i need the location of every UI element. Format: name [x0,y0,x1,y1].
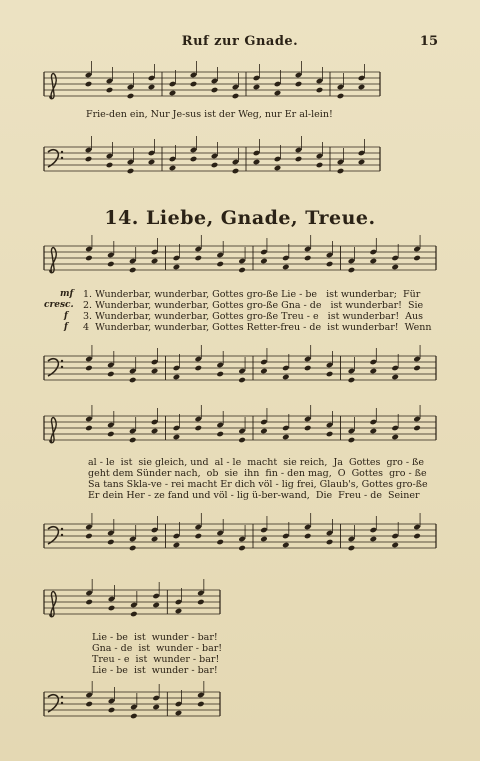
note-head [129,545,137,552]
lyric-line: al - le ist sie gleich, und al - le macht sie reich, Ja Gottes gro - ße [88,457,425,468]
staff-bass-2 [44,356,436,380]
note-head [391,434,399,441]
note-head [211,162,219,169]
note-head [190,156,198,163]
dynamic-mf: mf [60,289,74,299]
clef-dot [61,696,63,698]
note-head [152,602,160,609]
note-head [304,425,312,432]
note-head [348,267,356,274]
staff-treble-2 [44,246,436,270]
note-head [370,536,378,543]
note-head [107,431,115,438]
running-title: Ruf zur Gnade. [181,34,299,49]
note-head [148,159,156,166]
clef-dot [61,151,63,153]
note-head [326,539,334,546]
note-head [413,255,421,262]
note-head [304,533,312,540]
note-head [232,168,240,175]
note-head [106,162,114,169]
note-head [282,542,290,549]
note-head [337,93,345,100]
note-head [130,611,138,618]
note-head [238,377,246,384]
note-head [107,539,115,546]
note-head [127,168,135,175]
note-head [358,159,366,166]
note-head [129,267,137,274]
note-head [326,371,334,378]
note-head [175,710,183,717]
note-head [413,533,421,540]
note-head [173,264,181,271]
note-head [195,533,203,540]
note-head [282,374,290,381]
note-head [85,156,93,163]
staff-bass-4 [44,692,220,716]
note-head [232,93,240,100]
note-head [282,434,290,441]
note-head [173,374,181,381]
note-head [127,93,135,100]
note-head [295,81,303,88]
lyric-line: Gna - de ist wunder - bar! [92,643,223,654]
note-head [151,428,159,435]
lyric-line: Sa tans Skla-ve - rei macht Er dich völ - lig frei, Glaub's, Gottes gro-ße [88,479,428,490]
note-head [151,258,159,265]
staff-treble-3 [44,416,436,440]
note-head [195,425,203,432]
clef-dot [61,702,63,704]
note-head [151,536,159,543]
lyric-line: geht dem Sünder nach, ob sie ihn fin - den mag, O Gottes gro - ße [88,468,427,479]
lyric-line: Er dein Her - ze fand und völ - lig ü-ber-wand, Die Freu - de Seiner [88,490,420,501]
note-head [190,81,198,88]
lyric-line: 4 Wunderbar, wunderbar, Gottes Retter-freu - de ist wunderbar! Wenn [83,322,432,333]
treble-clef-icon [50,418,56,443]
clef-dot [61,157,63,159]
staff-bass-1 [44,147,380,171]
lyric-line: 2. Wunderbar, wunderbar, Gottes gro-ße Gna - de ist wunderbar! Sie [83,300,424,311]
note-head [316,162,324,169]
note-head [197,701,205,708]
staff-bass-3 [44,524,436,548]
note-head [151,368,159,375]
note-head [173,434,181,441]
note-head [370,368,378,375]
note-head [282,264,290,271]
note-head [85,425,93,432]
note-head [391,542,399,549]
note-head [216,539,224,546]
hymn-title: 14. Liebe, Gnade, Treue. [104,207,376,229]
note-head [260,428,268,435]
note-head [337,168,345,175]
note-head [238,437,246,444]
note-head [391,264,399,271]
note-head [326,261,334,268]
lyric-line: 3. Wunderbar, wunderbar, Gottes gro-ße Treu - e ist wunderbar! Aus [83,311,424,322]
lyric-line: 1. Wunderbar, wunderbar, Gottes gro-ße Lie - be ist wunderbar; Für [83,289,421,300]
note-head [85,599,93,606]
note-head [152,704,160,711]
note-head [370,258,378,265]
note-head [295,156,303,163]
staff-treble-4 [44,590,220,614]
note-head [260,368,268,375]
note-head [129,437,137,444]
note-head [85,533,93,540]
note-head [358,84,366,91]
note-head [175,608,183,615]
bass-clef-icon [48,527,58,544]
note-head [195,365,203,372]
clef-dot [61,366,63,368]
clef-dot [61,360,63,362]
note-head [130,713,138,720]
clef-dot [61,534,63,536]
dynamic-cresc: cresc. [44,300,74,310]
bass-clef-icon [48,695,58,712]
note-head [169,165,177,172]
note-head [216,261,224,268]
clef-dot [61,528,63,530]
note-head [304,255,312,262]
note-head [391,374,399,381]
note-head [107,371,115,378]
lyric-line: Treu - e ist wunder - bar! [92,654,220,665]
note-head [274,165,282,172]
note-head [348,545,356,552]
note-head [216,371,224,378]
dynamic-f: f [64,322,68,332]
staff-treble-1 [44,72,380,96]
treble-clef-icon [50,248,56,273]
note-head [197,599,205,606]
note-head [260,258,268,265]
note-head [326,431,334,438]
note-head [106,87,114,94]
note-head [195,255,203,262]
note-head [148,84,156,91]
lyric-line: Lie - be ist wunder - bar! [92,632,218,643]
note-head [216,431,224,438]
note-head [169,90,177,97]
note-head [253,84,261,91]
note-head [108,605,116,612]
note-head [108,707,116,714]
note-head [173,542,181,549]
lyric-line: Lie - be ist wunder - bar! [92,665,218,676]
note-head [85,255,93,262]
page-number: 15 [419,34,438,49]
note-head [253,159,261,166]
bass-clef-icon [48,359,58,376]
lyric-line: Frie-den ein, Nur Je-sus ist der Weg, nur Er al-lein! [86,109,333,120]
note-head [85,365,93,372]
note-head [316,87,324,94]
note-head [348,377,356,384]
note-head [85,81,93,88]
note-head [107,261,115,268]
note-head [129,377,137,384]
bass-clef-icon [48,150,58,167]
note-head [370,428,378,435]
treble-clef-icon [50,592,56,617]
note-head [238,545,246,552]
note-head [238,267,246,274]
note-head [85,701,93,708]
dynamic-f: f [64,311,68,321]
note-head [413,425,421,432]
note-head [304,365,312,372]
note-head [274,90,282,97]
note-head [211,87,219,94]
note-head [413,365,421,372]
note-head [348,437,356,444]
note-head [260,536,268,543]
treble-clef-icon [50,74,56,99]
